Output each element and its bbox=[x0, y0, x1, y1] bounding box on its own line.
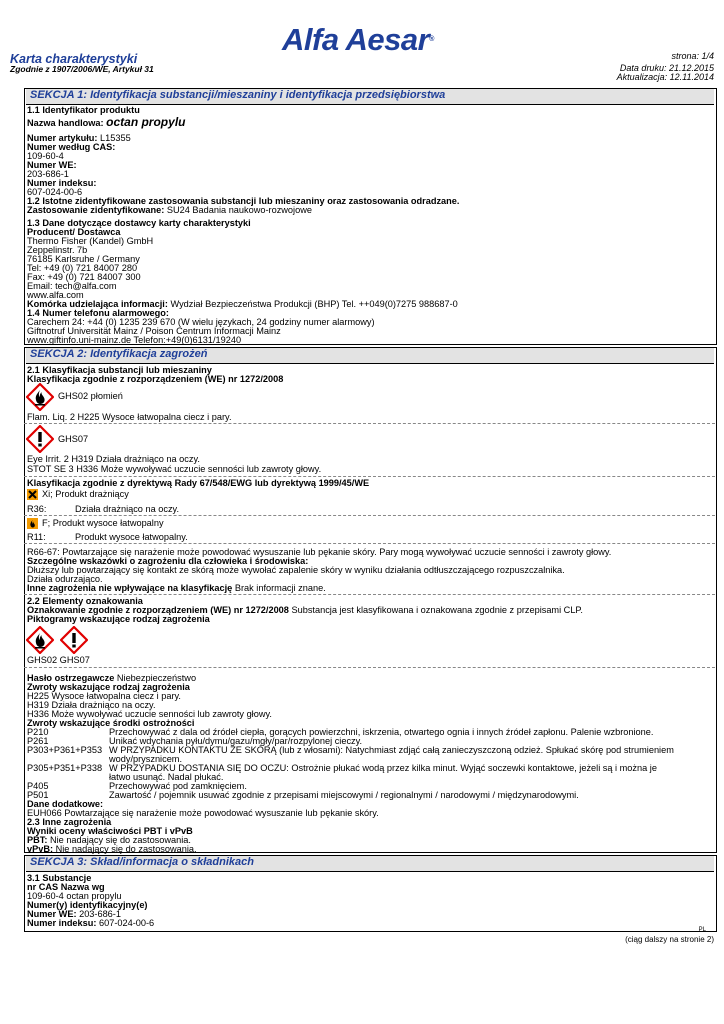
exclamation-pictogram-icon bbox=[26, 425, 54, 453]
we-label: Numer WE: bbox=[27, 160, 77, 170]
substance-line: 109-60-4 octan propylu bbox=[27, 891, 122, 901]
signal-word-label: Hasło ostrzegawcze bbox=[27, 673, 115, 683]
index-label: Numer indeksu: bbox=[27, 178, 97, 188]
heading-2-2: 2.2 Elementy oznakowania bbox=[27, 596, 143, 606]
eye-irrit-classification: Eye Irrit. 2 H319 Działa drażniąco na oczy. bbox=[27, 454, 200, 464]
update-date: Aktualizacja: 12.11.2014 bbox=[616, 72, 714, 82]
precaution-code: P210 bbox=[27, 727, 49, 737]
cas-value: 109-60-4 bbox=[27, 151, 64, 161]
r36-code: R36: bbox=[27, 504, 47, 514]
flam-classification: Flam. Liq. 2 H225 Wysoce łatwopalna ciecz i pary. bbox=[27, 412, 232, 422]
article-value: L15355 bbox=[100, 133, 131, 143]
heading-2-3: 2.3 Inne zagrożenia bbox=[27, 817, 112, 827]
cas-label: Numer według CAS: bbox=[27, 142, 116, 152]
page-number: strona: 1/4 bbox=[671, 51, 714, 61]
precaution-text: W PRZYPADKU DOSTANIA SIĘ DO OCZU: Ostrożnie płukać wodą przez kilka minut. Wyjąć soczewki kontaktowe, jeżeli są i można je bbox=[109, 763, 657, 773]
divider bbox=[24, 667, 715, 668]
other-hazards-value: Brak informacji znane. bbox=[234, 583, 326, 593]
flammable-icon bbox=[27, 518, 38, 529]
divider bbox=[24, 476, 715, 477]
section-1-header bbox=[26, 89, 714, 105]
document-title: Karta charakterystyki bbox=[10, 52, 138, 66]
hazard-statement: H225 Wysoce łatwopalna ciecz i pary. bbox=[27, 691, 181, 701]
ids-heading: Numer(y) identyfikacyjny(e) bbox=[27, 900, 148, 910]
signal-word: Niebezpieczeństwo bbox=[116, 673, 197, 683]
document-subtitle: Zgodnie z 1907/2006/WE, Artykuł 31 bbox=[10, 64, 154, 74]
address-line: Thermo Fisher (Kandel) GmbH bbox=[27, 236, 154, 246]
pbt-label: PBT: bbox=[27, 835, 48, 845]
trade-name-row bbox=[27, 115, 186, 129]
precaution-text: Zawartość / pojemnik usuwać zgodnie z przepisami miejscowymi / regionalnymi / narodowymi / międzynarodowymi. bbox=[109, 790, 579, 800]
heading-1-2: 1.2 Istotne zidentyfikowane zastosowania substancji lub mieszaniny oraz zastosowania odradzane. bbox=[27, 196, 460, 206]
index-value: 607-024-00-6 bbox=[99, 918, 155, 928]
dsd-heading: Klasyfikacja zgodnie z dyrektywą Rady 67/548/EWG lub dyrektywą 1999/45/WE bbox=[27, 478, 370, 488]
heading-2-1: 2.1 Klasyfikacja substancji lub mieszaniny bbox=[27, 365, 212, 375]
irritant-x-icon bbox=[27, 489, 38, 500]
logo-registered: ® bbox=[429, 36, 434, 43]
special-line: Działa odurzająco. bbox=[27, 574, 103, 584]
we-label: Numer WE: bbox=[27, 909, 77, 919]
r66-67-text: R66-67: Powtarzające się narażenie może powodować wysuszanie lub pękanie skóry. Pary mogą wywoływać uczucie senności i zawroty głowy. bbox=[27, 547, 612, 557]
index-row bbox=[27, 919, 154, 929]
precaution-code: P305+P351+P338 bbox=[27, 763, 103, 773]
heading-1-3: 1.3 Dane dotyczące dostawcy karty charakterystyki bbox=[27, 218, 251, 228]
precaution-heading: Zwroty wskazujące środki ostrożności bbox=[27, 718, 195, 728]
precaution-text: Unikać wdychania pyłu/dymu/gazu/mgły/par/rozpylonej cieczy. bbox=[109, 736, 363, 746]
other-hazards-row bbox=[27, 584, 326, 594]
precaution-text: łatwo usunąć. Nadal płukać. bbox=[109, 772, 224, 782]
r36-text: Działa drażniąco na oczy. bbox=[75, 504, 180, 514]
we-value: 203-686-1 bbox=[79, 909, 121, 919]
divider bbox=[24, 423, 715, 424]
stot-classification: STOT SE 3 H336 Może wywoływać uczucie senności lub zawroty głowy. bbox=[27, 464, 322, 474]
r11-text: Produkt wysoce łatwopalny. bbox=[75, 532, 188, 542]
precaution-text: Przechowywać pod zamknięciem. bbox=[109, 781, 247, 791]
article-label: Numer artykułu: bbox=[27, 133, 98, 143]
cas-name-heading: nr CAS Nazwa wg bbox=[27, 882, 105, 892]
print-date: Data druku: 21.12.2015 bbox=[619, 63, 714, 73]
address-line: 76185 Karlsruhe / Germany bbox=[27, 254, 140, 264]
use-label: Zastosowanie zidentyfikowane: bbox=[27, 205, 165, 215]
precaution-text: W PRZYPADKU KONTAKTU ZE SKÓRĄ (lub z włosami): Natychmiast zdjąć całą zanieczyszczoną odzież. Spłukać skórę pod strumieniem bbox=[109, 745, 674, 755]
address-line: Zeppelinstr. 7b bbox=[27, 245, 88, 255]
divider bbox=[24, 515, 715, 516]
index-value: 607-024-00-6 bbox=[27, 187, 83, 197]
precaution-code: P501 bbox=[27, 790, 49, 800]
heading-1-4: 1.4 Numer telefonu alarmowego: bbox=[27, 308, 169, 318]
brand-logo bbox=[282, 24, 434, 56]
section-2-header bbox=[26, 348, 714, 364]
info-label: Komórka udzielająca informacji: bbox=[27, 299, 168, 309]
special-heading: Szczególne wskazówki o zagrożeniu dla człowieka i środowiska: bbox=[27, 556, 309, 566]
pbt-value: Nie nadający się do zastosowania. bbox=[49, 835, 191, 845]
logo-text: Alfa Aesar bbox=[282, 22, 430, 57]
precaution-code: P261 bbox=[27, 736, 49, 746]
exclamation-pictogram-icon bbox=[60, 626, 88, 654]
index-label: Numer indeksu: bbox=[27, 918, 97, 928]
clp-heading: Klasyfikacja zgodnie z rozporządzeniem (WE) nr 1272/2008 bbox=[27, 374, 284, 384]
emergency-line: Giftnotruf Universität Mainz / Poison Centrum Informacji Mainz bbox=[27, 326, 281, 336]
address-line: Tel: +49 (0) 721 84007 280 bbox=[27, 263, 138, 273]
divider bbox=[24, 543, 715, 544]
pictogram-caption: GHS02 GHS07 bbox=[27, 655, 90, 665]
info-value: Wydział Bezpieczeństwa Produkcji (BHP) Tel. ++049(0)7275 988687-0 bbox=[170, 299, 458, 309]
we-value: 203-686-1 bbox=[27, 169, 69, 179]
ghs02-label: GHS02 płomień bbox=[58, 391, 123, 401]
use-value: SU24 Badania naukowo-rozwojowe bbox=[166, 205, 312, 215]
divider bbox=[24, 594, 715, 595]
website-link[interactable]: www.alfa.com bbox=[27, 290, 84, 300]
precaution-text: wody/prysznicem. bbox=[109, 754, 183, 764]
xi-label: Xi; Produkt drażniący bbox=[42, 489, 129, 499]
vpvb-row bbox=[27, 845, 197, 855]
precaution-text: Przechowywać z dala od źródeł ciepła, gorących powierzchni, iskrzenia, otwartego ognia i innych źródeł zapłonu. Palenie wzbronione. bbox=[109, 727, 654, 737]
address-line: Fax: +49 (0) 721 84007 300 bbox=[27, 272, 141, 282]
heading-1-1: 1.1 Identyfikator produktu bbox=[27, 105, 140, 115]
pictograms-heading: Piktogramy wskazujące rodzaj zagrożenia bbox=[27, 614, 210, 624]
flame-pictogram-icon bbox=[26, 383, 54, 411]
producer-label: Producent/ Dostawca bbox=[27, 227, 121, 237]
heading-3-1: 3.1 Substancje bbox=[27, 873, 92, 883]
hazard-statement: H319 Działa drażniąco na oczy. bbox=[27, 700, 156, 710]
additional-data-heading: Dane dodatkowe: bbox=[27, 799, 104, 809]
section-3-header bbox=[26, 856, 714, 872]
ghs07-label: GHS07 bbox=[58, 434, 89, 444]
trade-name-label: Nazwa handlowa: bbox=[27, 118, 104, 128]
precaution-code: P405 bbox=[27, 781, 49, 791]
section-3-title: SEKCJA 3: Skład/informacja o składnikach bbox=[30, 856, 254, 868]
pbt-heading: Wyniki oceny właściwości PBT i vPvB bbox=[27, 826, 193, 836]
labelling-text: Substancja jest klasyfikowana i oznakowana zgodnie z przepisami CLP. bbox=[291, 605, 583, 615]
language-code: PL bbox=[698, 927, 706, 933]
precaution-code: P303+P361+P353 bbox=[27, 745, 103, 755]
special-line: Dłuższy lub powtarzający się kontakt ze skórą może wywołać zapalenie skóry w wyniku działania odtłuszczającego rozpuszczalnika. bbox=[27, 565, 565, 575]
section-1-title: SEKCJA 1: Identyfikacja substancji/mieszaniny i identyfikacja przedsiębiorstwa bbox=[30, 89, 446, 101]
hazard-statements-heading: Zwroty wskazujące rodzaj zagrożenia bbox=[27, 682, 190, 692]
f-label: F; Produkt wysoce łatwopalny bbox=[42, 518, 164, 528]
vpvb-value: Nie nadający się do zastosowania. bbox=[55, 844, 197, 854]
email-link[interactable]: Email: tech@alfa.com bbox=[27, 281, 117, 291]
emergency-line: Carechem 24: +44 (0) 1235 239 670 (W wielu językach, 24 godziny numer alarmowy) bbox=[27, 317, 375, 327]
use-row bbox=[27, 206, 312, 216]
r11-code: R11: bbox=[27, 532, 46, 542]
labelling-label: Oznakowanie zgodnie z rozporządzeniem (WE) nr 1272/2008 bbox=[27, 605, 289, 615]
flame-pictogram-icon bbox=[26, 626, 54, 654]
section-2-title: SEKCJA 2: Identyfikacja zagrożeń bbox=[30, 348, 208, 360]
hazard-statement: H336 Może wywoływać uczucie senności lub zawroty głowy. bbox=[27, 709, 272, 719]
emergency-line: www.giftinfo.uni-mainz.de Telefon:+49(0)6131/19240 bbox=[27, 335, 242, 345]
trade-name: octan propylu bbox=[106, 115, 186, 129]
other-hazards-label: Inne zagrożenia nie wpływające na klasyfikację bbox=[27, 583, 233, 593]
continuation-note: (ciąg dalszy na stronie 2) bbox=[625, 935, 714, 944]
euh-statement: EUH066 Powtarzające się narażenie może powodować wysuszanie lub pękanie skóry. bbox=[27, 808, 379, 818]
vpvb-label: vPvB: bbox=[27, 844, 54, 854]
